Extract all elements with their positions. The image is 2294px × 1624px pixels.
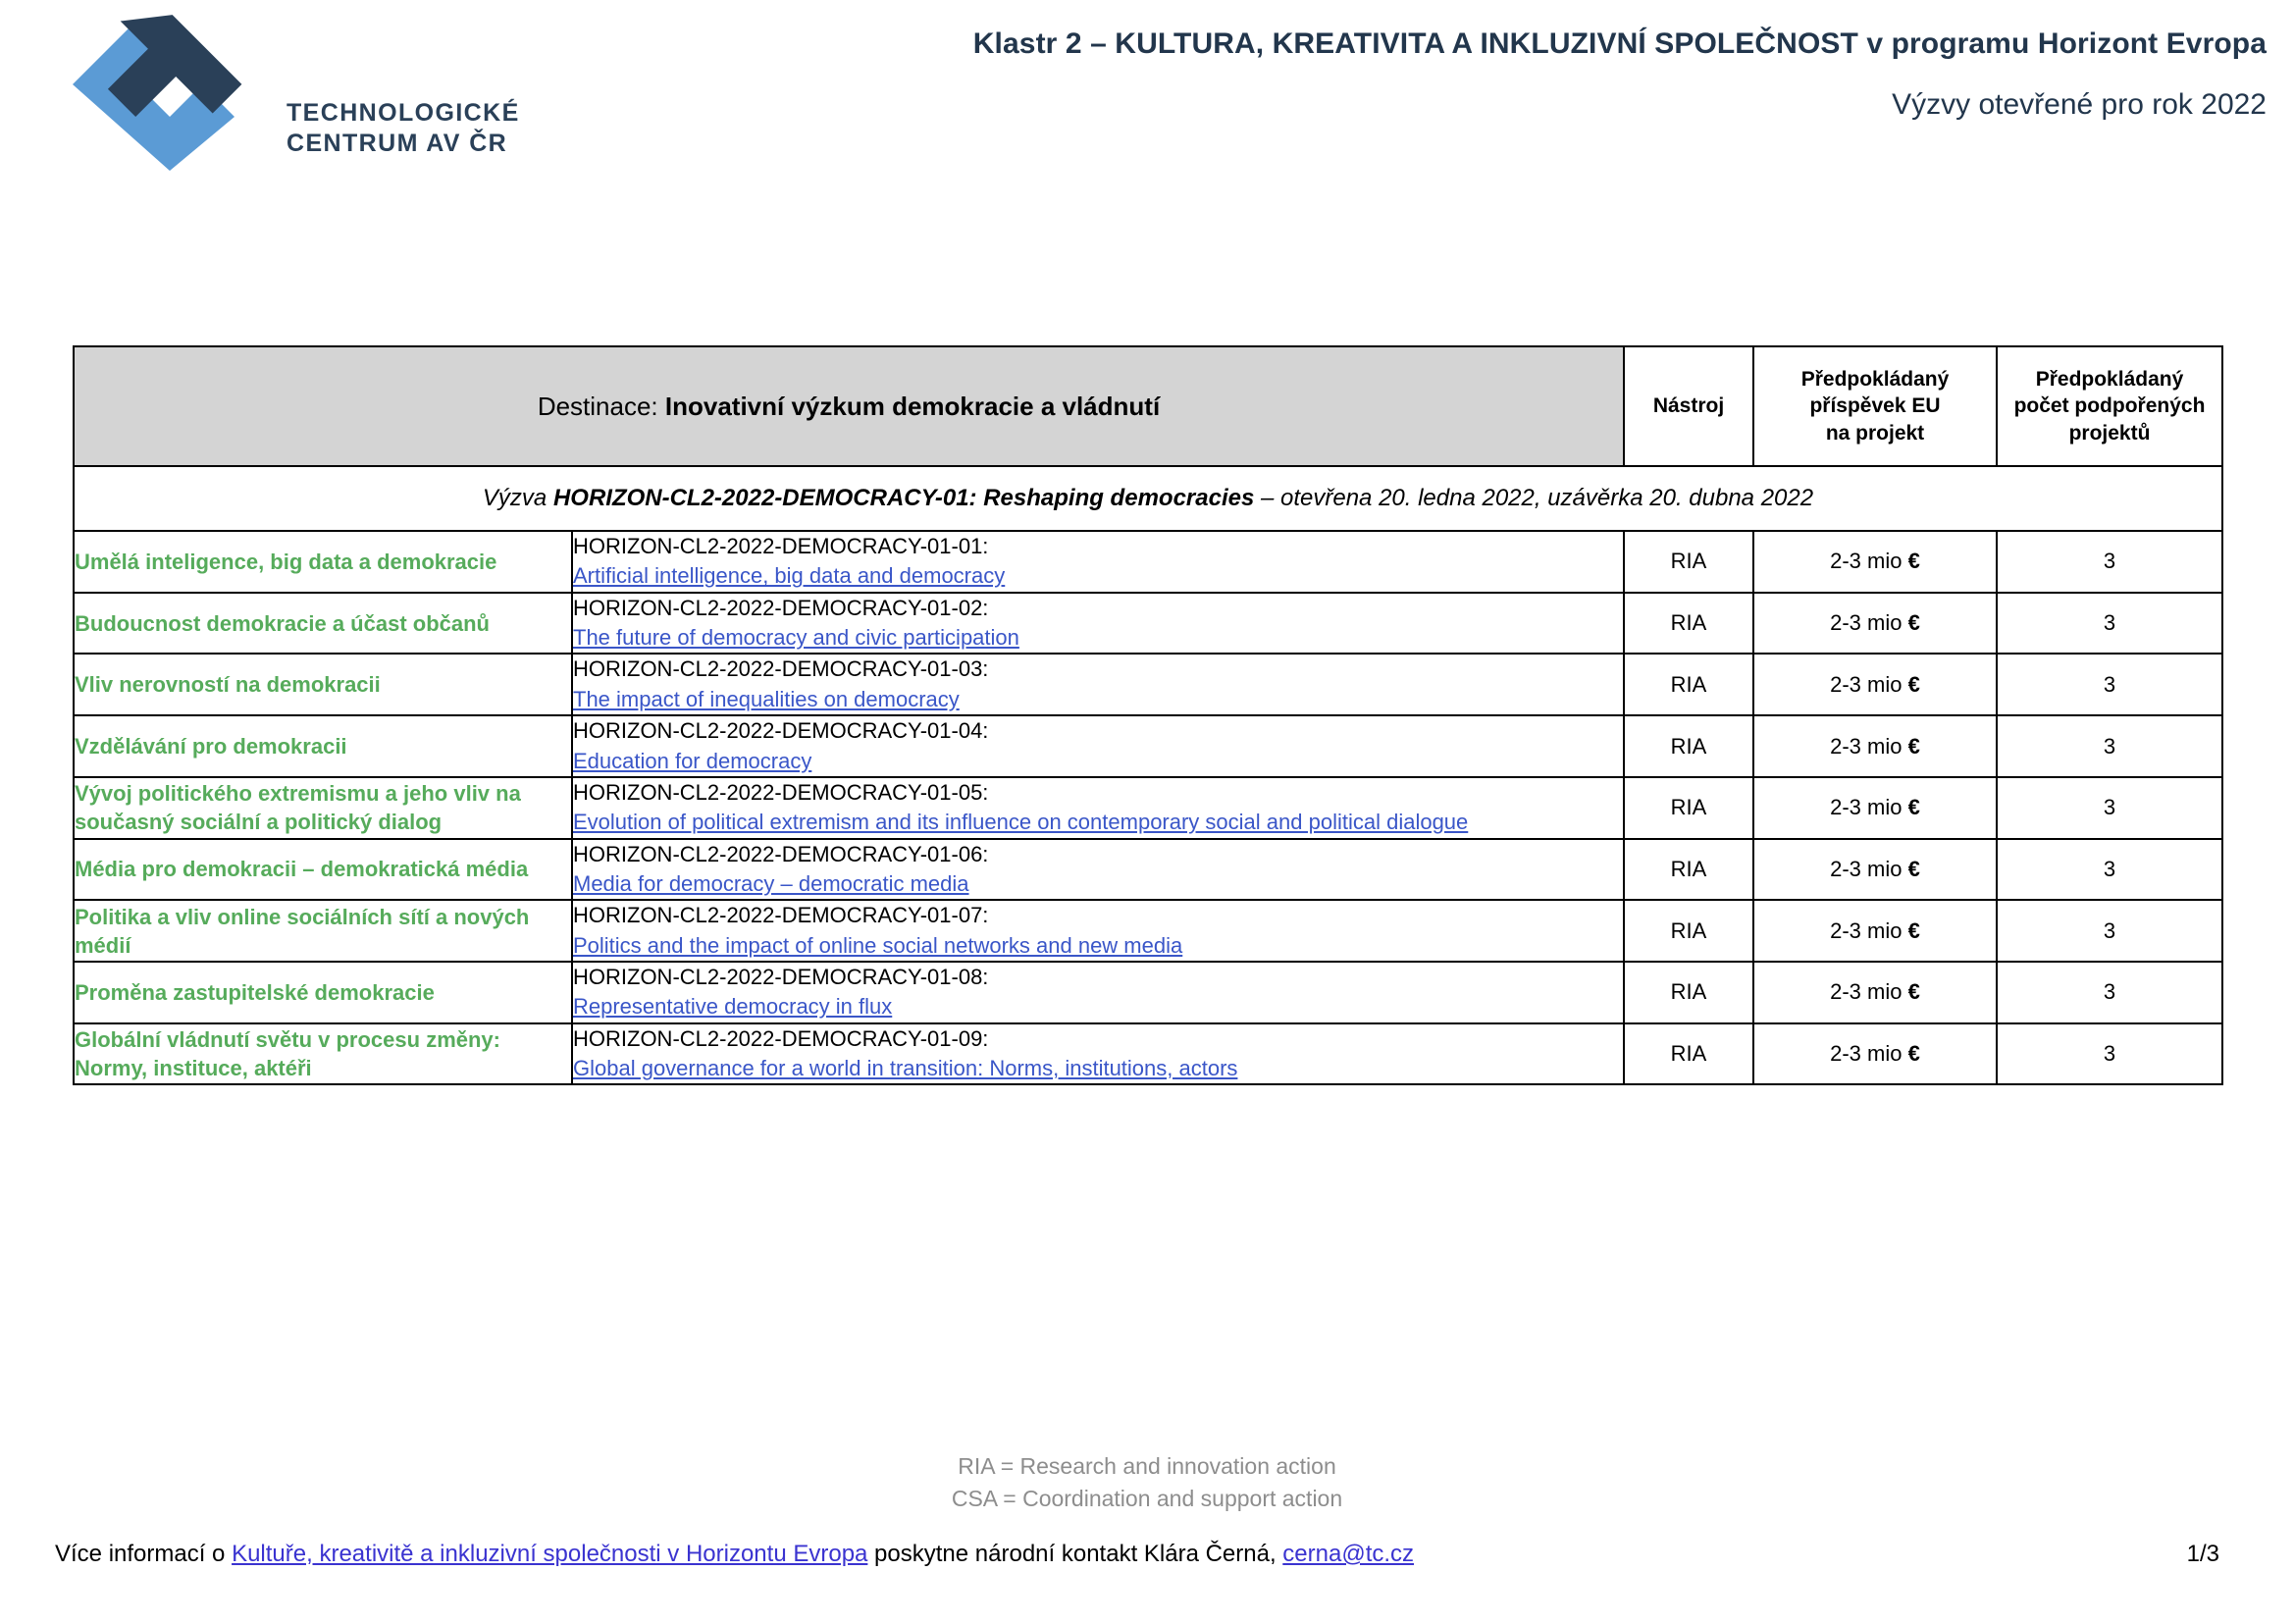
calls-table-container	[73, 345, 2221, 1085]
eu-contribution-value	[1753, 839, 1997, 901]
topic-code-cell	[572, 839, 1624, 901]
column-header-project-count	[1997, 346, 2222, 466]
topic-title-cs: Budoucnost demokracie a účast občanů	[74, 593, 572, 655]
topic-code-cell	[572, 962, 1624, 1023]
euro-symbol: €	[1907, 671, 1920, 697]
column-header-eu-contribution	[1753, 346, 1997, 466]
call-band-row	[74, 466, 2222, 531]
topic-title-cs: Proměna zastupitelské demokracie	[74, 962, 572, 1023]
page-subtitle: Výzvy otevřené pro rok 2022	[1892, 87, 2267, 121]
column-header-count-line2: počet podpořených	[2013, 394, 2206, 418]
footer-email-link[interactable]: cerna@tc.cz	[1282, 1541, 1415, 1567]
euro-symbol: €	[1907, 795, 1920, 820]
footer-contact-line	[55, 1541, 1414, 1568]
call-code: HORIZON-CL2-2022-DEMOCRACY-01: Reshaping democracies	[552, 485, 1255, 511]
topic-code-cell	[572, 777, 1624, 839]
topic-link[interactable]: Representative democracy in flux	[573, 994, 893, 1020]
topic-code-cell	[572, 900, 1624, 962]
topic-code: HORIZON-CL2-2022-DEMOCRACY-01-09:	[573, 1025, 989, 1051]
eu-contribution-value	[1753, 531, 1997, 593]
project-count-value: 3	[1997, 654, 2222, 715]
table-row	[74, 962, 2222, 1023]
page-number: 1/3	[2186, 1541, 2219, 1567]
action-type: RIA	[1624, 777, 1753, 839]
topic-link[interactable]: The impact of inequalities on democracy	[573, 686, 960, 711]
table-row	[74, 777, 2222, 839]
project-count-value: 3	[1997, 1023, 2222, 1085]
eu-contribution-value	[1753, 962, 1997, 1023]
table-row	[74, 839, 2222, 901]
topic-code-cell	[572, 654, 1624, 715]
action-type: RIA	[1624, 962, 1753, 1023]
eu-contribution-value	[1753, 900, 1997, 962]
action-type: RIA	[1624, 715, 1753, 777]
eu-contribution-value	[1753, 777, 1997, 839]
call-tail: – otevřena 20. ledna 2022, uzávěrka 20. dubna 2022	[1254, 485, 1814, 511]
eu-amount: 2-3 mio	[1830, 917, 1908, 943]
call-lead: Výzva	[482, 485, 553, 511]
legend-line-ria: RIA = Research and innovation action	[958, 1453, 1336, 1479]
topic-link[interactable]: Education for democracy	[573, 748, 812, 773]
table-header-row	[74, 346, 2222, 466]
euro-symbol: €	[1907, 610, 1920, 636]
action-type: RIA	[1624, 839, 1753, 901]
topic-title-cs: Globální vládnutí světu v procesu změny: Normy, instituce, aktéři	[74, 1023, 572, 1085]
destination-cell	[74, 346, 1624, 466]
topic-link[interactable]: Artificial intelligence, big data and democracy	[573, 563, 1006, 589]
project-count-value: 3	[1997, 531, 2222, 593]
topic-code-cell	[572, 531, 1624, 593]
project-count-value: 3	[1997, 839, 2222, 901]
action-type: RIA	[1624, 654, 1753, 715]
eu-amount: 2-3 mio	[1830, 610, 1908, 636]
topic-code: HORIZON-CL2-2022-DEMOCRACY-01-07:	[573, 903, 989, 928]
euro-symbol: €	[1907, 856, 1920, 881]
project-count-value: 3	[1997, 900, 2222, 962]
eu-amount: 2-3 mio	[1830, 671, 1908, 697]
topic-title-cs: Politika a vliv online sociálních sítí a nových médií	[74, 900, 572, 962]
page-title: Klastr 2 – KULTURA, KREATIVITA A INKLUZIVNÍ SPOLEČNOST v programu Horizont Evropa	[972, 27, 2267, 60]
topic-title-cs: Vývoj politického extremismu a jeho vliv na současný sociální a politický dialog	[74, 777, 572, 839]
topic-link[interactable]: Evolution of political extremism and its influence on contemporary social and political dialogue	[573, 810, 1469, 835]
table-row	[74, 900, 2222, 962]
footer-middle: poskytne národní kontakt Klára Černá,	[867, 1541, 1283, 1567]
legend-line-csa: CSA = Coordination and support action	[951, 1486, 1343, 1512]
eu-amount: 2-3 mio	[1830, 1041, 1908, 1067]
destination-label: Destinace:	[537, 391, 665, 421]
topic-code: HORIZON-CL2-2022-DEMOCRACY-01-02:	[573, 595, 989, 620]
eu-amount: 2-3 mio	[1830, 733, 1908, 759]
table-row	[74, 593, 2222, 655]
footer-cluster-link[interactable]: Kultuře, kreativitě a inkluzivní společnosti v Horizontu Evropa	[232, 1541, 868, 1567]
eu-contribution-value	[1753, 654, 1997, 715]
topic-title-cs: Umělá inteligence, big data a demokracie	[74, 531, 572, 593]
topic-code-cell	[572, 715, 1624, 777]
topic-code: HORIZON-CL2-2022-DEMOCRACY-01-06:	[573, 841, 989, 866]
tc-diamond-logo-icon	[67, 14, 278, 171]
euro-symbol: €	[1907, 917, 1920, 943]
topic-code-cell	[572, 1023, 1624, 1085]
column-header-count-line1: Předpokládaný	[2035, 368, 2184, 392]
column-header-count-line3: projektů	[2068, 421, 2151, 445]
eu-amount: 2-3 mio	[1830, 795, 1908, 820]
action-type-legend	[0, 1450, 2294, 1516]
project-count-value: 3	[1997, 777, 2222, 839]
eu-amount: 2-3 mio	[1830, 979, 1908, 1005]
table-row	[74, 1023, 2222, 1085]
topic-link[interactable]: Global governance for a world in transition: Norms, institutions, actors	[573, 1056, 1238, 1081]
topic-code: HORIZON-CL2-2022-DEMOCRACY-01-08:	[573, 965, 989, 990]
action-type: RIA	[1624, 531, 1753, 593]
eu-contribution-value	[1753, 715, 1997, 777]
calls-table	[73, 345, 2223, 1085]
topic-link[interactable]: Politics and the impact of online social networks and new media	[573, 932, 1183, 958]
euro-symbol: €	[1907, 1041, 1920, 1067]
topic-title-cs: Média pro demokracii – demokratická média	[74, 839, 572, 901]
topic-code-cell	[572, 593, 1624, 655]
topic-title-cs: Vliv nerovností na demokracii	[74, 654, 572, 715]
column-header-eu-line3: na projekt	[1825, 421, 1925, 445]
euro-symbol: €	[1907, 549, 1920, 574]
header-titles	[657, 26, 2267, 123]
topic-code: HORIZON-CL2-2022-DEMOCRACY-01-04:	[573, 718, 989, 744]
eu-contribution-value	[1753, 1023, 1997, 1085]
topic-code: HORIZON-CL2-2022-DEMOCRACY-01-03:	[573, 656, 989, 682]
action-type: RIA	[1624, 593, 1753, 655]
topic-code: HORIZON-CL2-2022-DEMOCRACY-01-01:	[573, 534, 989, 558]
eu-contribution-value	[1753, 593, 1997, 655]
table-row	[74, 531, 2222, 593]
project-count-value: 3	[1997, 715, 2222, 777]
project-count-value: 3	[1997, 962, 2222, 1023]
table-row	[74, 654, 2222, 715]
logo-wordmark-line1: TECHNOLOGICKÉ	[287, 99, 520, 127]
topic-link[interactable]: Media for democracy – democratic media	[573, 870, 969, 896]
eu-amount: 2-3 mio	[1830, 549, 1908, 574]
logo-wordmark-line2: CENTRUM AV ČR	[287, 130, 508, 157]
column-header-eu-line1: Předpokládaný	[1800, 368, 1950, 392]
eu-amount: 2-3 mio	[1830, 856, 1908, 881]
page-header	[0, 0, 2294, 196]
euro-symbol: €	[1907, 979, 1920, 1005]
topic-title-cs: Vzdělávání pro demokracii	[74, 715, 572, 777]
topic-link[interactable]: The future of democracy and civic participation	[573, 625, 1019, 651]
call-band-cell	[74, 466, 2222, 531]
action-type: RIA	[1624, 1023, 1753, 1085]
euro-symbol: €	[1907, 733, 1920, 759]
organization-logo	[67, 14, 520, 181]
action-type: RIA	[1624, 900, 1753, 962]
logo-wordmark	[287, 98, 520, 159]
destination-name: Inovativní výzkum demokracie a vládnutí	[664, 391, 1161, 421]
column-header-eu-line2: příspěvek EU	[1809, 394, 1941, 418]
table-row	[74, 715, 2222, 777]
footer-prefix: Více informací o	[55, 1541, 233, 1567]
project-count-value: 3	[1997, 593, 2222, 655]
topic-code: HORIZON-CL2-2022-DEMOCRACY-01-05:	[573, 779, 989, 805]
column-header-tool: Nástroj	[1624, 346, 1753, 466]
